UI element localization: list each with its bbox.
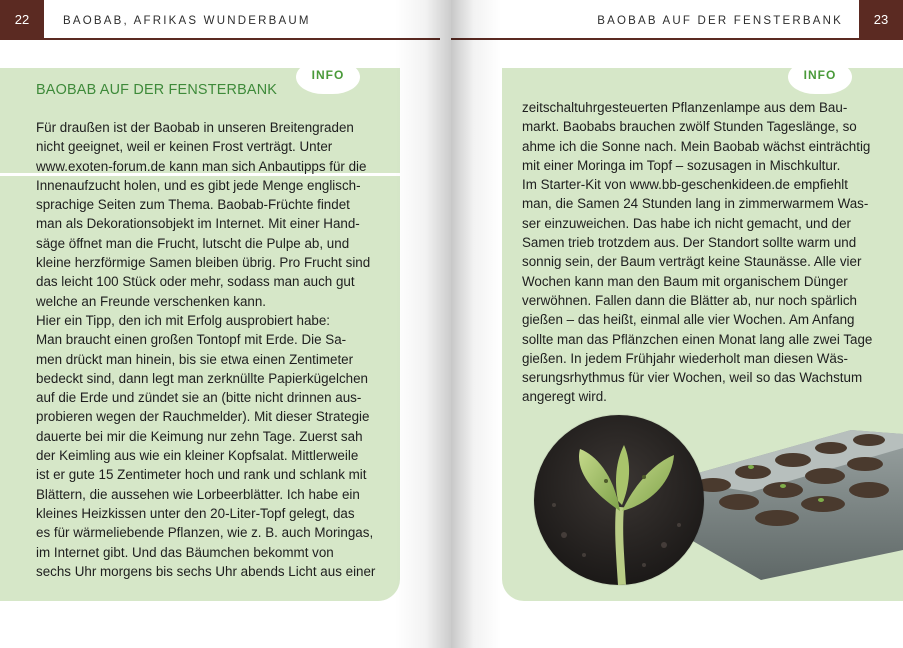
text-line: sollte man das Pflänzchen einen Monat lang alle zwei Tage [522, 331, 873, 347]
text-line: man, die Samen 24 Stunden lang in zimmerwarmem Was- [522, 196, 869, 212]
text-line: sonnig sein, der Baum verträgt keine Staunässe. Alle vier [522, 254, 862, 270]
running-head-right: BAOBAB AUF DER FENSTERBANK [597, 15, 843, 27]
text-line: probieren wegen der Rauchmelder). Mit dieser Strategie [36, 409, 370, 425]
info-box-title: BAOBAB AUF DER FENSTERBANK [36, 82, 278, 98]
text-line: Im Starter-Kit von www.bb-geschenkideen.de empfiehlt [522, 177, 848, 193]
text-line: serungsrhythmus für vier Wochen, weil so das Wachstum [522, 370, 863, 386]
text-line: verwöhnen. Fallen dann die Blätter ab, nur noch spärlich [522, 292, 857, 308]
header-rule-right [451, 38, 903, 40]
seedling-photo [534, 415, 704, 585]
text-line: Wochen kann man den Baum mit organischem Dünger [522, 273, 848, 289]
text-line: im Internet gibt. Und das Bäumchen bekommt von [36, 544, 334, 560]
text-line: Innenaufzucht holen, und es gibt jede Menge englisch- [36, 177, 361, 193]
text-line: zeitschaltuhrgesteuerten Pflanzenlampe aus dem Bau- [522, 100, 848, 115]
text-line: mit einer Moringa im Topf – sozusagen in Mischkultur. [522, 157, 841, 173]
text-line: sechs Uhr morgens bis sechs Uhr abends Licht aus einer [36, 563, 376, 579]
text-line: gießen – das heißt, einmal alle vier Wochen. Am Anfang [522, 312, 855, 328]
header-rule-left [0, 38, 440, 40]
text-line: auf die Erde und zündet sie an (bitte nicht drinnen aus- [36, 390, 362, 406]
body-text-left [36, 118, 375, 581]
text-line: man als Dekorationsobjekt im Internet. Mit einer Hand- [36, 216, 360, 232]
text-line: men drückt man hinein, bis sie etwa einen Zentimeter [36, 351, 354, 367]
info-badge-left: INFO [296, 60, 360, 94]
text-line: nicht geeignet, weil er keinen Frost verträgt. Unter [36, 139, 333, 155]
text-line: bedeckt sind, dann legt man zerknüllte Papierkügelchen [36, 370, 369, 386]
text-line: welche an Freunde verschenken kann. [36, 293, 267, 309]
page-number-left: 22 [0, 0, 44, 40]
page-number-right: 23 [859, 0, 903, 40]
text-line: gießen. In jedem Frühjahr wiederholt man diesen Wäs- [522, 350, 848, 366]
text-line: ist er gute 15 Zentimeter hoch und rank und schlank mit [36, 467, 367, 483]
text-line: der Keimling aus wie ein kleiner Kopfsalat. Mittlerweile [36, 448, 359, 464]
text-line: es für wärmeliebende Pflanzen, wie z. B. auch Moringas, [36, 525, 374, 541]
text-line: kleines Heizkissen unter den 20-Liter-Topf gelegt, das [36, 505, 355, 521]
body-text-right [522, 98, 872, 407]
text-line: Samen trieb trotzdem aus. Der Standort sollte warm und [522, 235, 857, 251]
text-line: Hier ein Tipp, den ich mit Erfolg ausprobiert habe: [36, 312, 331, 328]
text-line: ser einzuweichen. Das habe ich nicht gemacht, und der [522, 215, 852, 231]
text-line: Blättern, die aussehen wie Lorbeerblätter. Ich habe ein [36, 486, 360, 502]
text-line: säge öffnet man die Frucht, lutscht die Pulpe ab, und [36, 235, 350, 251]
text-line: das leicht 100 Stück oder mehr, sodass man auch gut [36, 274, 355, 290]
text-line: sprachige Seiten zum Thema. Baobab-Früchte findet [36, 197, 350, 213]
text-line: ahme ich die Sonne nach. Mein Baobab wächst einträchtig [522, 138, 871, 154]
text-line: angeregt wird. [522, 389, 607, 405]
seedling-illustration [534, 415, 704, 585]
text-line: Man braucht einen großen Tontopf mit Erde. Die Sa- [36, 332, 347, 348]
text-line: dauerte bei mir die Keimung nur zehn Tage. Zuerst sah [36, 428, 363, 444]
text-line: kleine herzförmige Samen bleiben übrig. Pro Frucht sind [36, 255, 371, 271]
right-page [451, 0, 903, 648]
info-badge-right: INFO [788, 60, 852, 94]
text-line: www.exoten-forum.de kann man sich Anbautipps für die [36, 158, 367, 174]
seedling-tray-photo [691, 420, 903, 580]
text-line: markt. Baobabs brauchen zwölf Stunden Tageslänge, so [522, 119, 857, 135]
left-page [0, 0, 451, 648]
text-line: Für draußen ist der Baobab in unseren Breitengraden [36, 120, 354, 135]
running-head-left: BAOBAB, AFRIKAS WUNDERBAUM [63, 15, 311, 27]
